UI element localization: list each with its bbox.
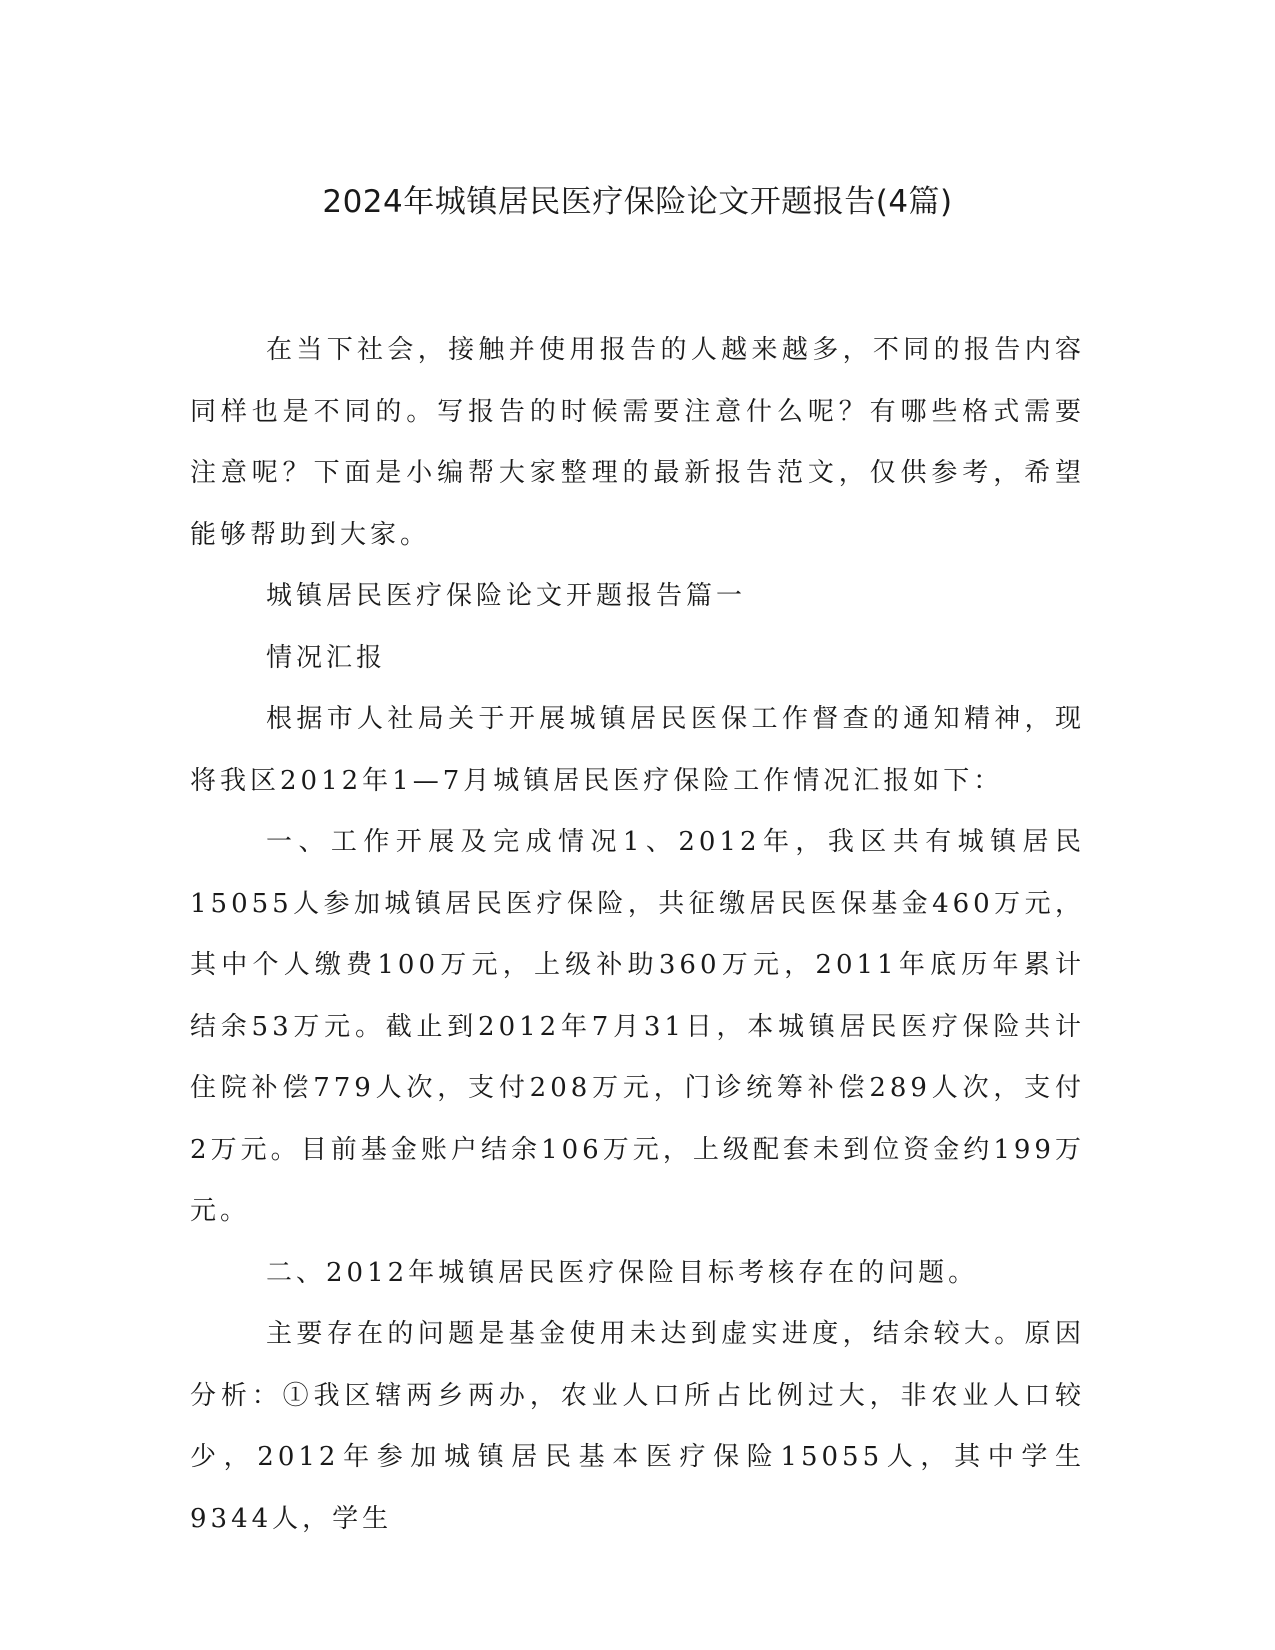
paragraph-issues-analysis: 主要存在的问题是基金使用未达到虚实进度，结余较大。原因分析：①我区辖两乡两办，农业人口所占比例过大，非农业人口较少，2012年参加城镇居民基本医疗保险15055人，其中学生9344人，学生 xyxy=(190,1319,1085,1534)
document-body xyxy=(190,320,1085,1550)
paragraph-progress: 一、工作开展及完成情况1、2012年，我区共有城镇居民15055人参加城镇居民医疗保险，共征缴居民医保基金460万元，其中个人缴费100万元，上级补助360万元，2011年底历年累计结余53万元。截止到2012年7月31日，本城镇居民医疗保险共计住院补偿779人次，支付208万元，门诊统筹补偿289人次，支付2万元。目前基金账户结余106万元，上级配套未到位资金约199万元。 xyxy=(190,827,1085,1226)
paragraph-subheading: 情况汇报 xyxy=(266,642,387,673)
paragraph-issues-heading: 二、2012年城镇居民医疗保险目标考核存在的问题。 xyxy=(266,1257,979,1288)
paragraph-notice: 根据市人社局关于开展城镇居民医保工作督查的通知精神，现将我区2012年1—7月城镇居民医疗保险工作情况汇报如下： xyxy=(190,704,1085,796)
paragraph-intro: 在当下社会，接触并使用报告的人越来越多，不同的报告内容同样也是不同的。写报告的时候需要注意什么呢？有哪些格式需要注意呢？下面是小编帮大家整理的最新报告范文，仅供参考，希望能够帮助到大家。 xyxy=(190,335,1085,550)
document-title: 2024年城镇居民医疗保险论文开题报告(4篇) xyxy=(322,184,953,220)
paragraph-section-heading: 城镇居民医疗保险论文开题报告篇一 xyxy=(266,581,747,611)
